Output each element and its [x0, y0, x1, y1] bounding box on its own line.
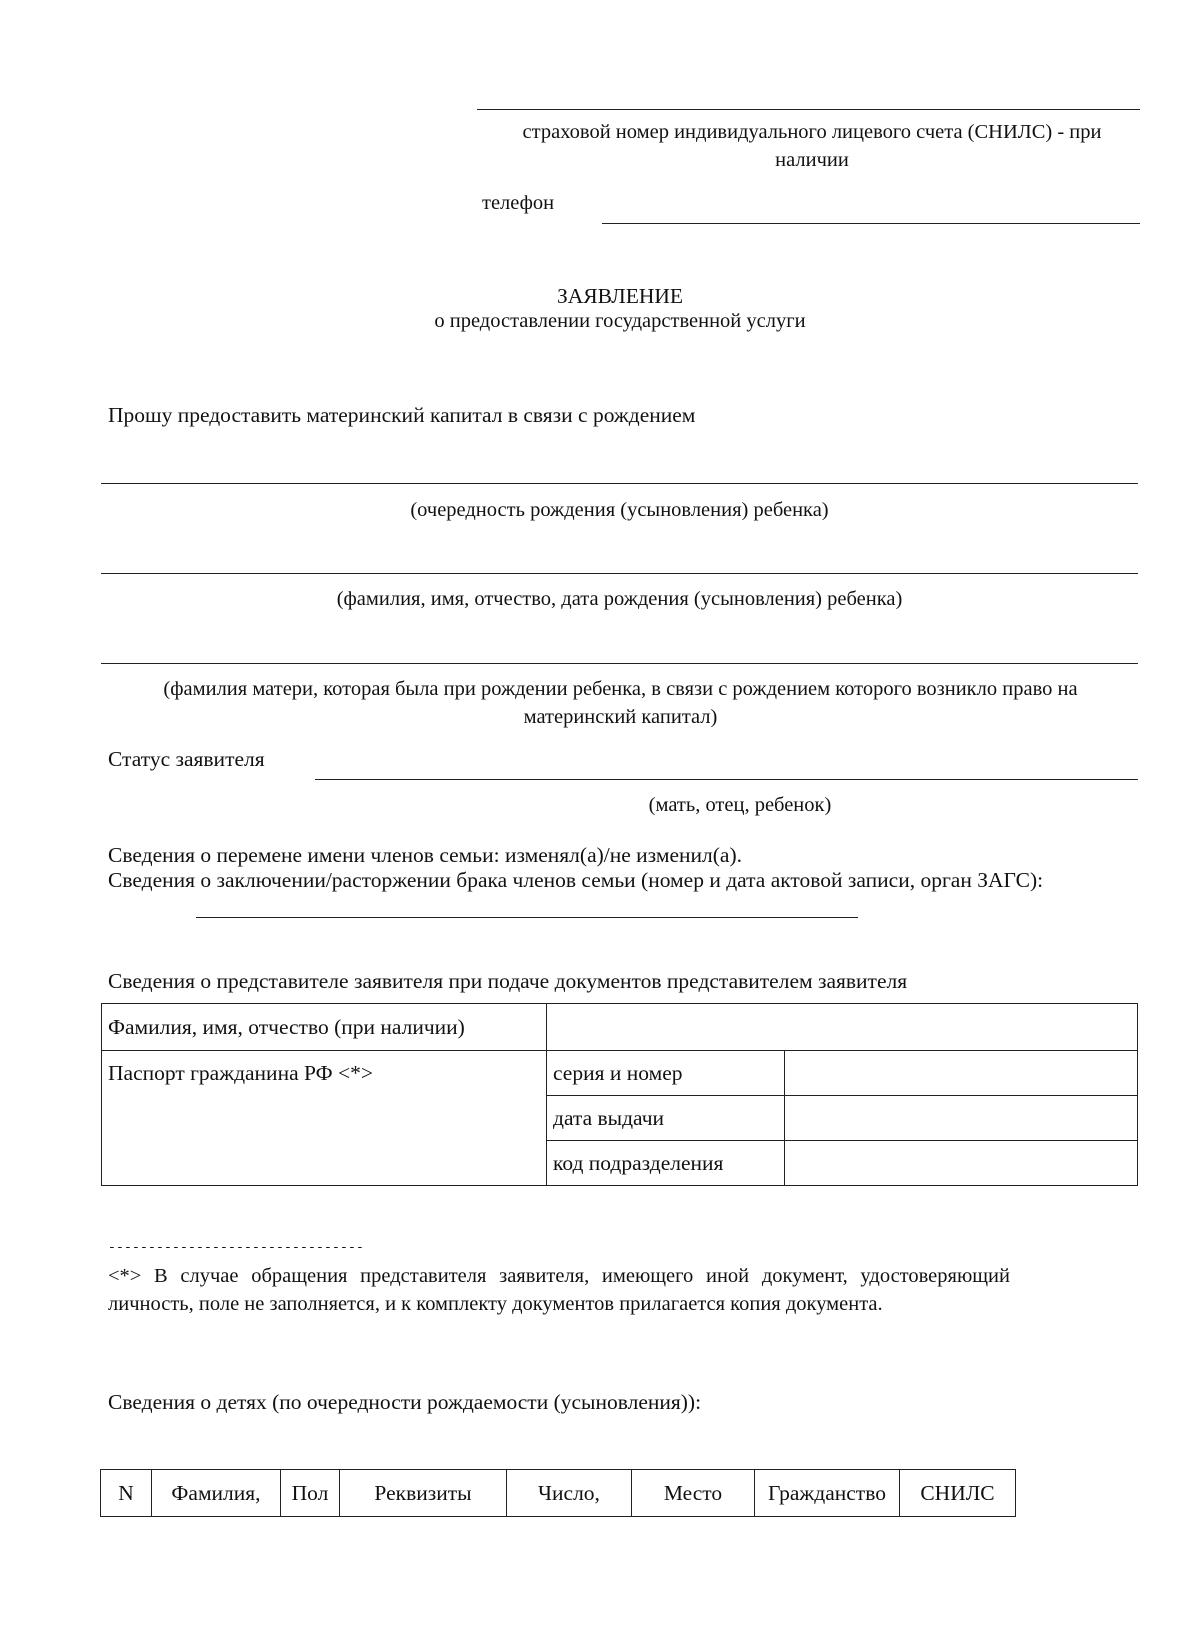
col-date: Число, [507, 1470, 632, 1517]
col-place: Место [632, 1470, 755, 1517]
issue-date-value-cell[interactable] [785, 1096, 1138, 1141]
passport-label: Паспорт гражданина РФ <*> [102, 1051, 547, 1186]
document-title: ЗАЯВЛЕНИЕ [556, 284, 684, 308]
col-surname: Фамилия, [152, 1470, 281, 1517]
phone-line[interactable] [602, 223, 1140, 224]
dept-code-value-cell[interactable] [785, 1141, 1138, 1186]
series-label: серия и номер [547, 1051, 785, 1096]
snils-line[interactable] [477, 109, 1140, 110]
representative-heading: Сведения о представителе заявителя при подаче документов представителем заявителя [108, 969, 908, 993]
col-sex: Пол [281, 1470, 340, 1517]
marriage-text: Сведения о заключении/расторжении брака членов семьи (номер и дата актовой записи, орган ЗАГС): [108, 868, 1044, 892]
mother-surname-caption: (фамилия матери, которая была при рождении ребенка, в связи с рождением которого возникло право на материнский капитал) [163, 678, 1078, 728]
representative-table [101, 1003, 1138, 1186]
fio-label: Фамилия, имя, отчество (при наличии) [102, 1004, 547, 1051]
fio-value-cell[interactable] [547, 1004, 1138, 1051]
name-change-text: Сведения о перемене имени членов семьи: изменял(а)/не изменил(а). [108, 843, 742, 867]
status-caption: (мать, отец, ребенок) [648, 794, 832, 816]
children-table [100, 1469, 1016, 1517]
phone-label: телефон [482, 192, 555, 214]
children-heading: Сведения о детях (по очередности рождаемости (усыновления)): [108, 1390, 702, 1414]
mother-surname-line[interactable] [101, 663, 1138, 664]
col-snils: СНИЛС [900, 1470, 1016, 1517]
dept-code-label: код подразделения [547, 1141, 785, 1186]
snils-caption: страховой номер индивидуального лицевого счета (СНИЛС) - при наличии [522, 121, 1102, 171]
footnote-separator: -------------------------------- [108, 1240, 365, 1255]
col-n: N [101, 1470, 152, 1517]
child-name-caption: (фамилия, имя, отчество, дата рождения (усыновления) ребенка) [336, 588, 903, 610]
birth-order-line[interactable] [101, 483, 1138, 484]
issue-date-label: дата выдачи [547, 1096, 785, 1141]
child-name-line[interactable] [101, 573, 1138, 574]
request-text: Прошу предоставить материнский капитал в связи с рождением [108, 403, 696, 427]
col-requisites: Реквизиты [340, 1470, 507, 1517]
col-citizenship: Гражданство [755, 1470, 900, 1517]
footnote-text: <*> В случае обращения представителя заявителя, имеющего иной документ, удостоверяющий личность, поле не заполняется, и к комплекту документов прилагается копия документа. [108, 1265, 1010, 1315]
series-value-cell[interactable] [785, 1051, 1138, 1096]
status-line[interactable] [315, 779, 1138, 780]
birth-order-caption: (очередность рождения (усыновления) ребенка) [410, 499, 829, 521]
status-label: Статус заявителя [108, 747, 265, 771]
marriage-line[interactable] [196, 917, 858, 918]
document-subtitle: о предоставлении государственной услуги [434, 310, 806, 332]
